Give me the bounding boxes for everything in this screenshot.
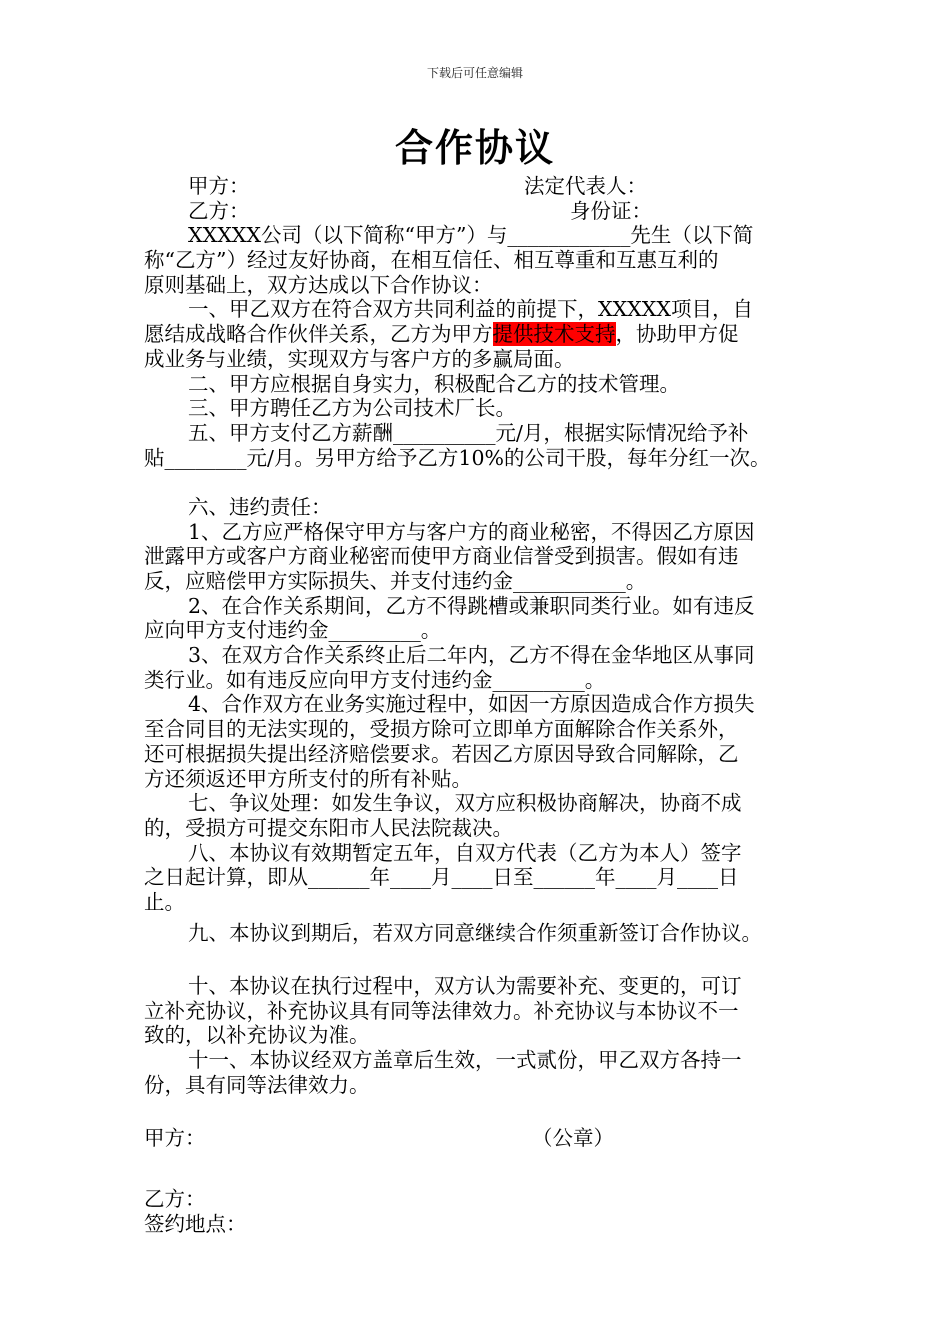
clause-6-3-line: 3、在双方合作关系终止后二年内，乙方不得在金华地区从事同 bbox=[188, 643, 755, 668]
clause-6-1-line: 1、乙方应严格保守甲方与客户方的商业秘密，不得因乙方原因 bbox=[188, 519, 755, 544]
clause-11-line: 份，具有同等法律效力。 bbox=[144, 1072, 370, 1097]
clause-7-line: 的，受损方可提交东阳市人民法院裁决。 bbox=[144, 815, 513, 840]
party-b-label: 乙方： bbox=[188, 198, 250, 223]
signature-party-b: 乙方： bbox=[144, 1186, 206, 1211]
document-title: 合作协议 bbox=[394, 125, 555, 170]
clause-11-line: 十一、本协议经双方盖章后生效，一式贰份，甲乙双方各持一 bbox=[188, 1048, 742, 1073]
intro-line: 原则基础上，双方达成以下合作协议： bbox=[144, 272, 493, 297]
clause-6-2-line: 应向甲方支付违约金_________。 bbox=[144, 618, 442, 643]
clause-1-text: 愿结成战略合作伙伴关系，乙方为甲方 bbox=[144, 322, 493, 347]
seal-label: （公章） bbox=[532, 1126, 614, 1151]
clause-10-line: 致的，以补充协议为准。 bbox=[144, 1023, 370, 1048]
signature-party-a: 甲方： bbox=[144, 1126, 206, 1151]
clause-6-3-line: 类行业。如有违反应向甲方支付违约金_________。 bbox=[144, 667, 606, 692]
clause-2: 二、甲方应根据自身实力，积极配合乙方的技术管理。 bbox=[188, 371, 680, 396]
signing-location: 签约地点： bbox=[144, 1211, 247, 1236]
clause-5-line: 贴________元/月。另甲方给予乙方10%的公司干股，每年分红一次。 bbox=[144, 445, 771, 470]
id-label: 身份证： bbox=[570, 198, 652, 223]
clause-8-line: 之日起计算，即从______年____月____日至______年____月____日 bbox=[144, 865, 739, 890]
clause-6-4-line: 方还须返还甲方所支付的所有补贴。 bbox=[144, 766, 472, 791]
clause-1-line: 成业务与业绩，实现双方与客户方的多赢局面。 bbox=[144, 346, 575, 371]
clause-6-title: 六、违约责任： bbox=[188, 494, 332, 519]
highlighted-text: 提供技术支持 bbox=[492, 322, 616, 347]
clause-6-1-line: 反，应赔偿甲方实际损失、并支付违约金___________。 bbox=[144, 569, 647, 593]
clause-6-4-line: 还可根据损失提出经济赔偿要求。若因乙方原因导致合同解除，乙 bbox=[144, 741, 739, 766]
clause-6-1-line: 泄露甲方或客户方商业秘密而使甲方商业信誉受到损害。假如有违 bbox=[144, 544, 739, 569]
spacer bbox=[144, 1151, 824, 1187]
spacer bbox=[144, 470, 824, 495]
intro-line: 称“乙方”）经过友好协商，在相互信任、相互尊重和互惠互利的 bbox=[144, 248, 719, 273]
header-note: 下载后可任意编辑 bbox=[426, 66, 523, 80]
clause-9: 九、本协议到期后，若双方同意继续合作须重新签订合作协议。 bbox=[188, 920, 762, 945]
document-body bbox=[144, 174, 824, 1236]
clause-8-line: 八、本协议有效期暂定五年，自双方代表（乙方为本人）签字 bbox=[188, 840, 742, 865]
party-row-1 bbox=[144, 174, 824, 199]
party-a-label: 甲方： bbox=[188, 174, 250, 198]
party-row-2 bbox=[144, 199, 824, 224]
clause-6-4-line: 至合同目的无法实现的，受损方除可立即单方面解除合作关系外， bbox=[144, 717, 739, 742]
spacer bbox=[144, 1097, 824, 1122]
clause-10-line: 十、本协议在执行过程中，双方认为需要补充、变更的，可订 bbox=[188, 974, 742, 998]
clause-8-line: 止。 bbox=[144, 889, 185, 914]
clause-1-text: ，协助甲方促 bbox=[615, 322, 739, 347]
clause-6-4-line: 4、合作双方在业务实施过程中，如因一方原因造成合作方损失 bbox=[188, 692, 755, 717]
clause-7-line: 七、争议处理：如发生争议，双方应积极协商解决，协商不成 bbox=[188, 791, 742, 816]
spacer bbox=[144, 945, 824, 970]
clause-3: 三、甲方聘任乙方为公司技术厂长。 bbox=[188, 396, 516, 421]
clause-1-line: 一、甲乙双方在符合双方共同利益的前提下，XXXXX项目，自 bbox=[188, 297, 753, 322]
clause-10-line: 立补充协议，补充协议具有同等法律效力。补充协议与本协议不一 bbox=[144, 998, 739, 1023]
clause-1-line bbox=[144, 322, 824, 347]
clause-5-line: 五、甲方支付乙方薪酬__________元/月，根据实际情况给予补 bbox=[188, 420, 749, 445]
signature-row bbox=[144, 1126, 824, 1151]
legal-rep-label: 法定代表人： bbox=[524, 174, 647, 198]
clause-6-2-line: 2、在合作关系期间，乙方不得跳槽或兼职同类行业。如有违反 bbox=[188, 593, 755, 618]
intro-line: XXXXX公司（以下简称“甲方”）与____________先生（以下简 bbox=[188, 223, 754, 248]
